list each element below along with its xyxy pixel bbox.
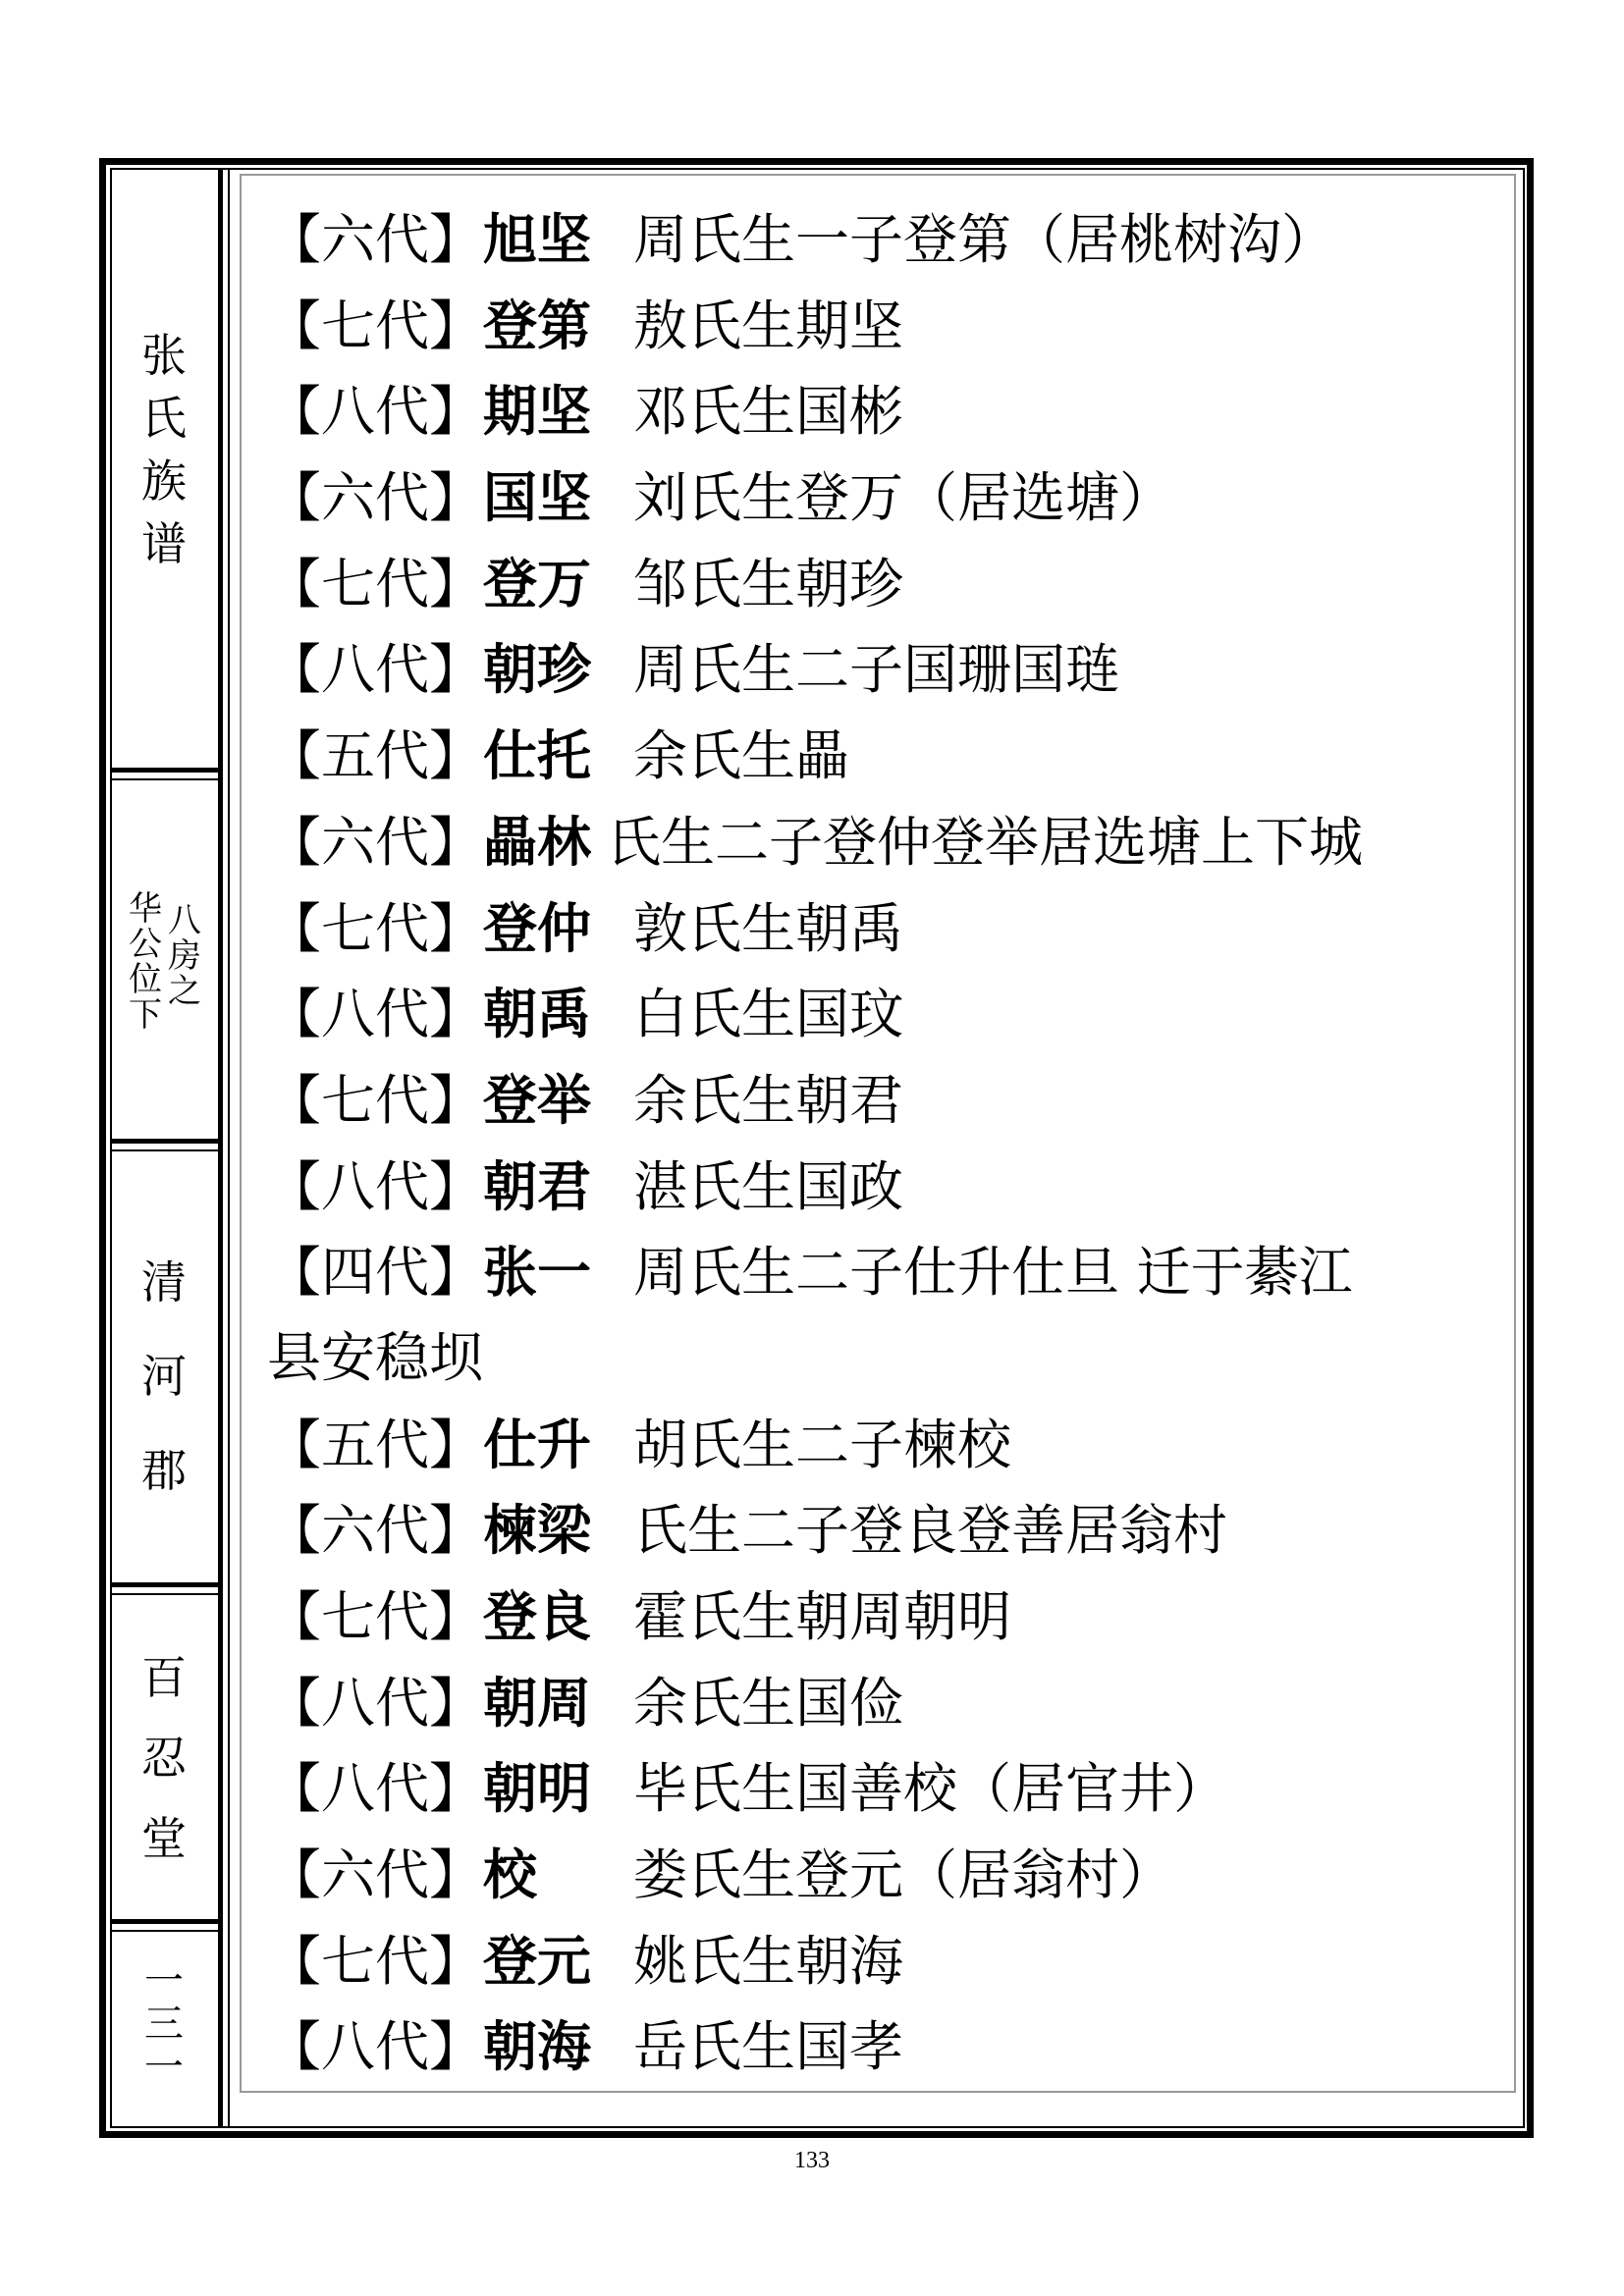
sidebar-separator xyxy=(110,768,223,773)
entry-line xyxy=(267,1229,1504,1315)
page-number-char: 一 xyxy=(144,1958,184,2003)
entry-line xyxy=(267,1402,1504,1488)
sidebar-separator xyxy=(110,778,223,780)
generation-label: 【六代】 xyxy=(267,1499,484,1563)
entry-line xyxy=(267,1057,1504,1144)
entry-line xyxy=(267,1918,1504,2004)
entry-detail: 周氏生二子仕升仕旦 迁于綦江 xyxy=(633,1241,1353,1305)
entry-detail: 敦氏生朝禹 xyxy=(633,896,904,960)
person-name: 仕托 xyxy=(483,723,592,788)
house-char: 八 xyxy=(168,901,201,940)
commandery-char: 清 xyxy=(141,1255,187,1308)
entry-line xyxy=(267,971,1504,1057)
generation-label: 【七代】 xyxy=(267,896,484,960)
person-name: 朝君 xyxy=(483,1153,592,1218)
entry-detail: 余氏生朝君 xyxy=(633,1068,904,1132)
entry-line xyxy=(267,368,1504,454)
book-title-char: 张 xyxy=(141,329,187,382)
generation-label: 【六代】 xyxy=(267,810,484,874)
entry-detail: 邓氏生国彬 xyxy=(633,380,904,444)
entry-line xyxy=(267,799,1504,885)
entry-detail: 霍氏生朝周朝明 xyxy=(633,1585,1012,1648)
person-name: 校 xyxy=(483,1842,538,1907)
entry-detail: 姚氏生朝海 xyxy=(633,1929,904,1993)
entry-line xyxy=(267,1144,1504,1230)
generation-label: 【七代】 xyxy=(267,1585,484,1648)
house-column-left xyxy=(126,891,165,1033)
person-name: 登仲 xyxy=(483,895,592,960)
entry-line xyxy=(267,713,1504,799)
entry-detail: 敖氏生期坚 xyxy=(633,294,904,357)
page-number-chinese xyxy=(110,1959,218,2089)
sidebar-separator xyxy=(110,1149,223,1151)
entry-detail: 周氏生一子登第（居桃树沟） xyxy=(633,208,1336,271)
person-name: 国坚 xyxy=(483,465,592,530)
house-char: 下 xyxy=(129,995,162,1035)
entry-line xyxy=(267,454,1504,541)
generation-label: 【八代】 xyxy=(267,380,484,444)
house-char: 房 xyxy=(168,936,201,976)
house-char: 之 xyxy=(168,972,201,1011)
generation-label: 【八代】 xyxy=(267,983,484,1046)
book-title-char: 族 xyxy=(141,454,187,507)
entry-line xyxy=(267,1832,1504,1918)
entry-detail: 白氏生国玟 xyxy=(633,983,904,1046)
person-name: 朝明 xyxy=(483,1756,592,1821)
entry-line-continuation xyxy=(267,1315,1504,1402)
page-number-char: 一 xyxy=(144,2045,184,2090)
sidebar-separator xyxy=(110,1582,223,1587)
person-name: 登良 xyxy=(483,1584,592,1648)
person-name: 张一 xyxy=(483,1240,592,1305)
generation-label: 【五代】 xyxy=(267,1413,484,1476)
entry-detail: 余氏生国俭 xyxy=(633,1671,904,1735)
entry-detail: 余氏生畾 xyxy=(633,724,850,788)
house-column-right xyxy=(165,903,204,1009)
person-name: 楝梁 xyxy=(483,1498,592,1563)
entry-detail: 邹氏生朝珍 xyxy=(633,552,904,615)
person-name: 登第 xyxy=(483,293,592,357)
generation-label: 【八代】 xyxy=(267,2015,484,2079)
entry-line xyxy=(267,2003,1504,2090)
commandery-name xyxy=(110,1235,218,1518)
generation-label: 【六代】 xyxy=(267,208,484,271)
sidebar-separator xyxy=(110,1919,223,1924)
commandery-char: 郡 xyxy=(141,1444,187,1497)
person-name: 朝周 xyxy=(483,1670,592,1735)
entry-detail: 娄氏生登元（居翁村） xyxy=(633,1843,1174,1907)
person-name: 朝海 xyxy=(483,2014,592,2079)
generation-label: 【六代】 xyxy=(267,1843,484,1907)
hall-char: 忍 xyxy=(141,1732,187,1785)
person-name: 登万 xyxy=(483,551,592,615)
entry-detail: 氏生二子登良登善居翁村 xyxy=(633,1499,1228,1563)
person-name: 旭坚 xyxy=(483,207,592,271)
entry-line xyxy=(267,196,1504,283)
generation-label: 【八代】 xyxy=(267,1671,484,1735)
house-char: 位 xyxy=(129,960,162,999)
person-name: 朝禹 xyxy=(483,982,592,1046)
entry-detail: 湛氏生国政 xyxy=(633,1154,904,1218)
person-name: 仕升 xyxy=(483,1412,592,1476)
entry-line xyxy=(267,1574,1504,1660)
generation-label: 【七代】 xyxy=(267,1068,484,1132)
entry-line xyxy=(267,1487,1504,1574)
entry-detail: 氏生二子登仲登举居选塘上下城 xyxy=(607,810,1364,874)
generation-label: 【八代】 xyxy=(267,1154,484,1218)
hall-char: 堂 xyxy=(141,1812,187,1865)
sidebar-divider xyxy=(218,168,223,2128)
entry-line xyxy=(267,1660,1504,1746)
sidebar-separator xyxy=(110,1930,223,1932)
entry-line xyxy=(267,541,1504,627)
commandery-char: 河 xyxy=(141,1350,187,1403)
entry-detail: 岳氏生国孝 xyxy=(633,2015,904,2079)
book-title-char: 氏 xyxy=(141,392,187,445)
generation-label: 【八代】 xyxy=(267,1757,484,1821)
genealogy-entries xyxy=(267,196,1504,2090)
hall-char: 百 xyxy=(141,1651,187,1704)
generation-label: 【五代】 xyxy=(267,724,484,788)
entry-detail: 周氏生二子国珊国琏 xyxy=(633,638,1120,702)
page-number: 133 xyxy=(794,2148,830,2173)
page-number-char: 三 xyxy=(144,2002,184,2047)
entry-line xyxy=(267,626,1504,713)
generation-label: 【七代】 xyxy=(267,1929,484,1993)
entry-detail: 刘氏生登万（居选塘） xyxy=(633,466,1174,530)
entry-line xyxy=(267,283,1504,369)
book-title xyxy=(110,324,218,575)
person-name: 朝珍 xyxy=(483,637,592,702)
house-designation xyxy=(118,889,216,1080)
book-title-char: 谱 xyxy=(141,517,187,570)
hall-name xyxy=(110,1637,218,1879)
generation-label: 【八代】 xyxy=(267,638,484,702)
generation-label: 【七代】 xyxy=(267,294,484,357)
entry-line xyxy=(267,1745,1504,1832)
generation-label: 【六代】 xyxy=(267,466,484,530)
person-name: 登举 xyxy=(483,1067,592,1132)
person-name: 登元 xyxy=(483,1928,592,1993)
generation-label: 【七代】 xyxy=(267,552,484,615)
sidebar-divider-inner xyxy=(228,168,230,2128)
entry-detail: 毕氏生国善校（居官井） xyxy=(633,1757,1228,1821)
entry-line xyxy=(267,885,1504,972)
house-char: 华 xyxy=(129,889,162,929)
house-char: 公 xyxy=(129,925,162,964)
sidebar-separator xyxy=(110,1593,223,1595)
entry-detail: 胡氏生二子楝校 xyxy=(633,1413,1012,1476)
entry-detail: 县安稳坝 xyxy=(267,1325,484,1389)
sidebar-separator xyxy=(110,1139,223,1144)
person-name: 期坚 xyxy=(483,379,592,444)
generation-label: 【四代】 xyxy=(267,1241,484,1305)
person-name: 畾林 xyxy=(483,809,592,874)
